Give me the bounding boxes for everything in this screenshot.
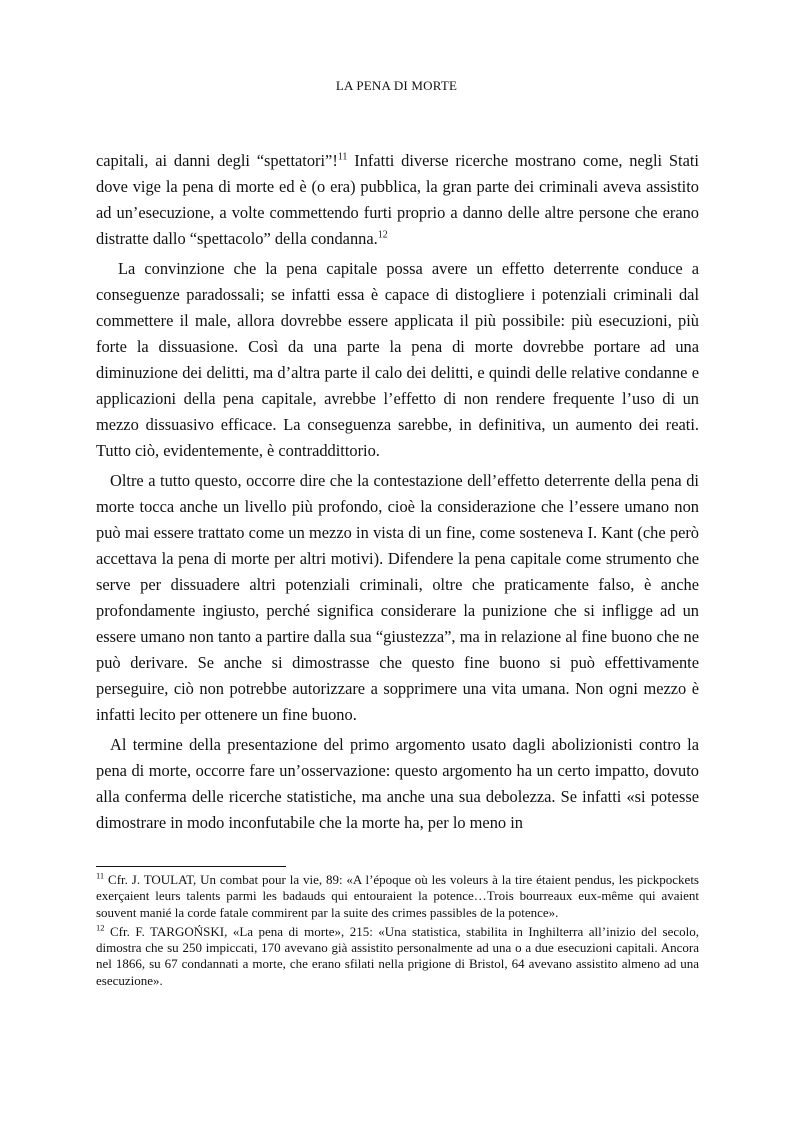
paragraph-1 [96,148,699,252]
running-header: LA PENA DI MORTE [335,78,458,93]
footnote-ref-11[interactable]: 11 [337,151,348,163]
footnotes [96,872,699,992]
footnote-separator [96,866,286,867]
footnote-text: Cfr. J. TOULAT, Un combat pour la vie, 89: «A l’époque où les voleurs à la tire étaient pendus, les pickpockets exerçaient leurs talents parmi les badauds qui entouraient la potence…Trois bourreaux eux-même qui avaient souvent manié la corde fatale commirent par la suite des crimes passibles de la potence». [96,872,699,920]
footnote-11 [96,872,699,921]
footnote-text: Cfr. F. TARGOŃSKI, «La pena di morte», 215: «Una statistica, stabilita in Inghilterra all’inizio del secolo, dimostra che su 250 impiccati, 170 avevano già assistito personalmente ad una o a due esecuzioni capitali. Ancora nel 1866, su 67 condannati a morte, che erano sfilati nella prigione di Bristol, 64 avevano assistito almeno ad una esecuzione». [96,923,699,988]
footnote-number: 11 [96,870,105,881]
footnote-12 [96,924,699,989]
paragraph-2: La convinzione che la pena capitale possa avere un effetto deterrente conduce a conseguenze paradossali; se infatti essa è capace di distogliere i potenziali criminali dal commettere il male, allora dovrebbe essere applicata il più possibile: più esecuzioni, più forte la dissuasione. Così da una parte la pena di morte dovrebbe portare ad una diminuzione dei delitti, ma d’altra parte il calo dei delitti, e quindi delle relative condanne e applicazioni della pena capitale, avrebbe l’effetto di non rendere frequente l’uso di un mezzo dissuasivo efficace. La conseguenza sarebbe, in definitiva, un aumento dei reati. Tutto ciò, evidentemente, è contraddittorio. [96,259,699,460]
footnote-number: 12 [96,922,105,933]
paragraph-1-text-b: Infatti diverse ricerche mostrano come, negli Stati dove vige la pena di morte ed è (o era) pubblica, la gran parte dei criminali aveva assistito ad un’esecuzione, a volte commettendo furti proprio a danno delle altre persone che erano distratte dallo “spettacolo” della condanna. [96,151,699,248]
footnote-ref-12[interactable]: 12 [377,229,388,241]
body-text [96,148,699,836]
paragraph-1-text-a: capitali, ai danni degli “spettatori”! [96,151,338,170]
paragraph-3: Oltre a tutto questo, occorre dire che la contestazione dell’effetto deterrente della pena di morte tocca anche un livello più profondo, cioè la considerazione che l’essere umano non può mai essere trattato come un mezzo in vista di un fine, come sosteneva I. Kant (che però accettava la pena di morte per altri motivi). Difendere la pena capitale come strumento che serve per dissuadere altri potenziali criminali, oltre che praticamente falso, è anche profondamente ingiusto, perché significa considerare la punizione che si infligge ad un essere umano non tanto a partire dalla sua “giustezza”, ma in relazione al fine buono che ne può derivare. Se anche si dimostrasse che questo fine buono si può effettivamente perseguire, ciò non potrebbe autorizzare a sopprimere una vita umana. Non ogni mezzo è infatti lecito per ottenere un fine buono. [96,471,699,724]
paragraph-4: Al termine della presentazione del primo argomento usato dagli abolizionisti contro la pena di morte, occorre fare un’osservazione: questo argomento ha un certo impatto, dovuto alla conferma delle ricerche statistiche, ma anche una sua debolezza. Se infatti «si potesse dimostrare in modo inconfutabile che la morte ha, per lo meno in [96,735,699,832]
